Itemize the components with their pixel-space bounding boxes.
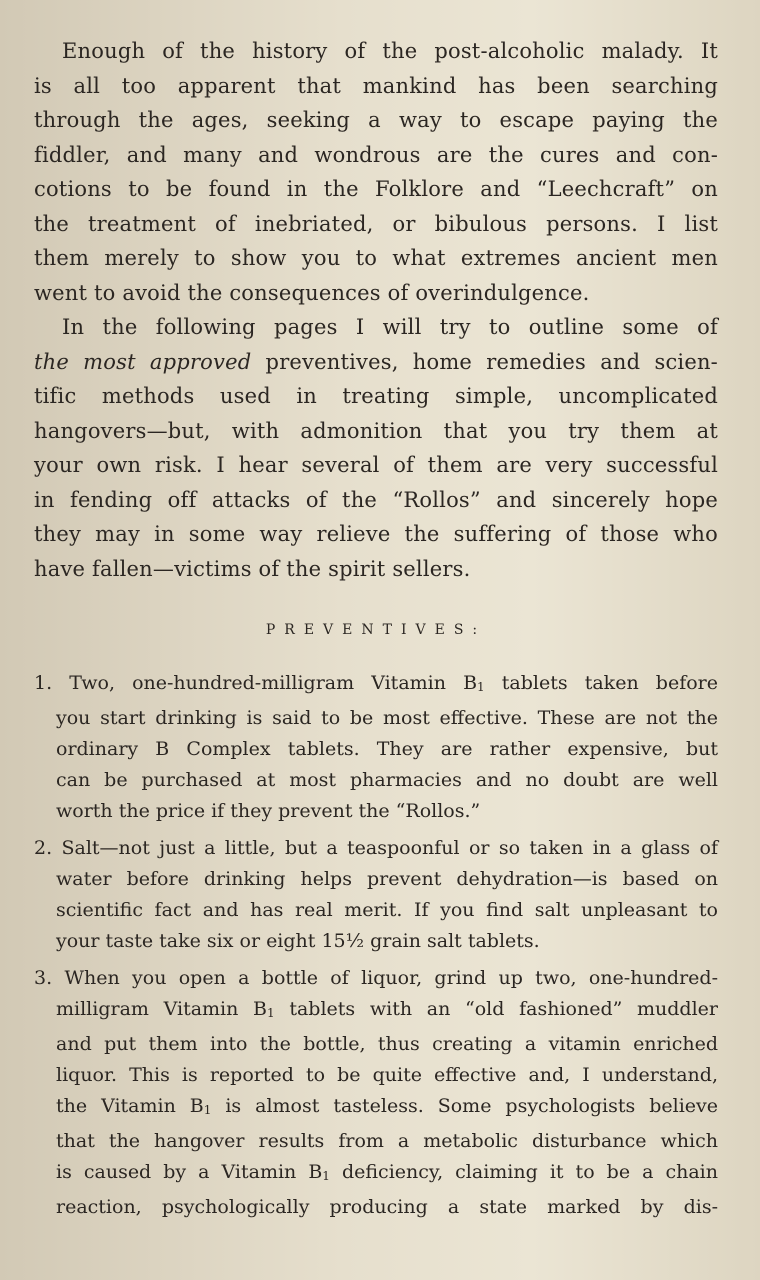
intro-line: Enough of the history of the post-alcoholic malady. It [62,39,718,63]
intro-line: went to avoid the consequences of overindulgence. [34,280,590,305]
subscript: 1 [322,1169,330,1183]
subscript: 1 [477,680,485,694]
list-text: milligram Vitamin B [56,998,268,1020]
intro-line: they may in some way relieve the suffering of those who [34,522,718,546]
list-text: When you open a bottle of liquor, grind up two, one-hundred- [52,967,718,989]
list-text: tablets with an “old fashioned” muddler [274,998,718,1020]
subscript: 1 [203,1103,212,1117]
list-line: that the hangover results from a metabolic disturbance which [56,1130,718,1152]
intro-line: the treatment of inebriated, or bibulous persons. I list [34,211,718,236]
item-number: 1. [34,672,53,694]
list-line [34,994,718,1029]
intro-line: is all too apparent that mankind has been searching [34,73,718,98]
intro-line: In the following pages I will try to outline some of [62,315,718,339]
list-line: water before drinking helps prevent dehydration—is based on [56,868,718,890]
intro-line-rest: preventives, home remedies and scien- [251,349,718,374]
intro-line: hangovers—but, with admonition that you try them at [34,418,718,443]
subscript: 1 [267,1006,275,1020]
intro-line: your own risk. I hear several of them are very successful [34,453,718,477]
item-number: 2. [34,837,53,859]
intro-line: in fending off attacks of the “Rollos” and sincerely hope [34,487,718,512]
emphasis-text: the most approved [34,349,252,374]
list-line: your taste take six or eight 15½ grain salt tablets. [56,930,540,952]
list-line [34,1157,718,1192]
intro-line: have fallen—victims of the spirit sellers. [34,556,471,581]
intro-line: through the ages, seeking a way to escape paying the [34,108,718,132]
item-number: 3. [34,967,53,989]
list-line: and put them into the bottle, thus creating a vitamin enriched [56,1033,718,1055]
section-heading: PREVENTIVES: [265,622,487,638]
list-text: deficiency, claiming it to be a chain [329,1161,718,1183]
list-line: ordinary B Complex tablets. They are rather expensive, but [56,738,718,760]
list-line: scientific fact and has real merit. If you find salt unpleasant to [56,899,718,921]
list-text: is caused by a Vitamin B [56,1161,323,1183]
list-line: worth the price if they prevent the “Rollos.” [56,800,481,822]
list-line [34,963,718,994]
list-text: Salt—not just a little, but a teaspoonful or so taken in a glass of [52,837,718,859]
list-line: reaction, psychologically producing a state marked by dis- [56,1196,718,1218]
intro-text [34,34,718,586]
preventives-list [34,668,718,1223]
list-text: is almost tasteless. Some psychologists believe [211,1095,718,1117]
intro-line: tific methods used in treating simple, uncomplicated [34,384,718,408]
list-line [34,1091,718,1126]
intro-line: cotions to be found in the Folklore and “Leechcraft” on [34,177,718,201]
list-line: liquor. This is reported to be quite effective and, I understand, [56,1064,718,1086]
intro-line [34,345,718,380]
list-line: can be purchased at most pharmacies and no doubt are well [56,769,718,791]
list-text: tablets taken before [484,672,718,694]
list-text: the Vitamin B [56,1095,204,1117]
list-item [34,668,718,827]
list-line: you start drinking is said to be most effective. These are not the [56,707,718,729]
list-item [34,963,718,1223]
list-item [34,833,718,957]
intro-line: fiddler, and many and wondrous are the cures and con- [34,142,718,167]
list-text: Two, one-hundred-milligram Vitamin B [52,672,478,694]
intro-line: them merely to show you to what extremes ancient men [34,246,718,270]
list-line [34,668,718,703]
list-line [34,833,718,864]
